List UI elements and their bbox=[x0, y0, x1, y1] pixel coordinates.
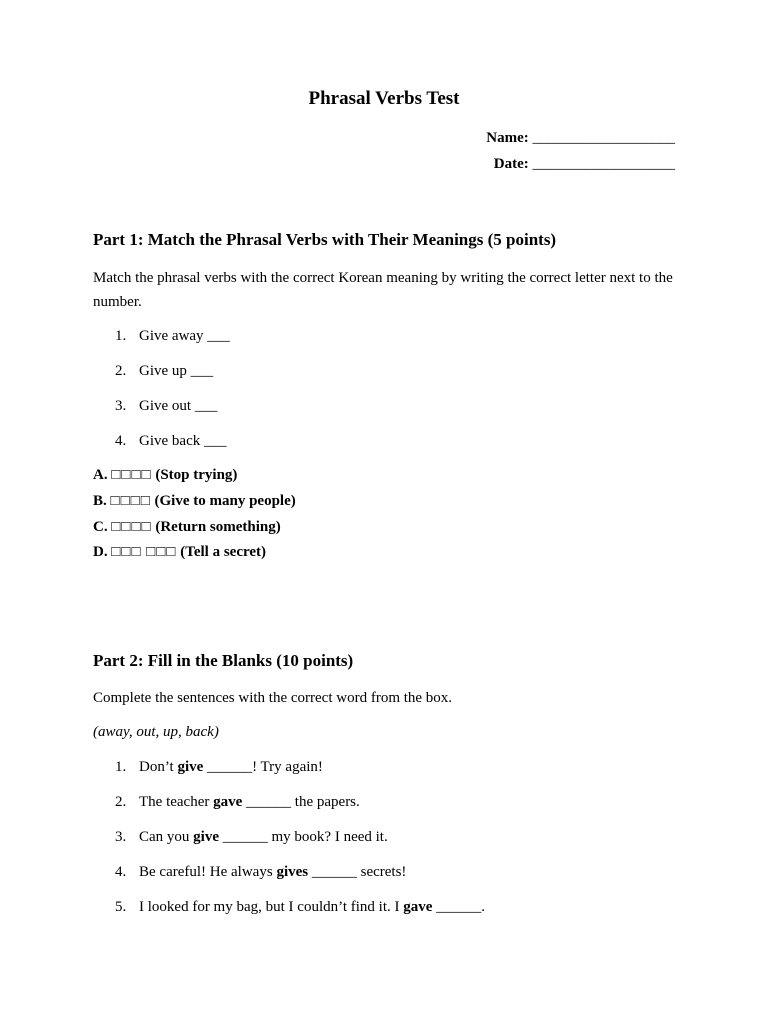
part2-instructions: Complete the sentences with the correct word from the box. bbox=[93, 690, 453, 706]
name-field bbox=[486, 130, 675, 147]
date-label: Date: bbox=[493, 156, 529, 172]
item-text: The teacher gave ______ the papers. bbox=[139, 794, 360, 810]
item-text: Can you give ______ my book? I need it. bbox=[139, 829, 388, 845]
name-label: Name: bbox=[486, 130, 529, 146]
option-letter: D. bbox=[93, 544, 108, 560]
part1-heading: Part 1: Match the Phrasal Verbs with Their Meanings (5 points) bbox=[93, 230, 557, 249]
option-d bbox=[93, 544, 266, 561]
page-title: Phrasal Verbs Test bbox=[308, 88, 460, 109]
option-english: (Stop trying) bbox=[155, 467, 238, 483]
date-blank: ___________________ bbox=[532, 156, 675, 172]
option-korean: □□□□ bbox=[111, 467, 152, 483]
item-text: Be careful! He always gives ______ secrets! bbox=[139, 864, 407, 880]
item-number: 4. bbox=[115, 864, 127, 880]
date-field bbox=[494, 156, 675, 173]
option-english: (Return something) bbox=[155, 519, 281, 535]
part1-instructions: Match the phrasal verbs with the correct Korean meaning by writing the correct letter next to the number. bbox=[93, 270, 673, 310]
item-number: 3. bbox=[115, 398, 127, 414]
item-number: 5. bbox=[115, 899, 127, 915]
option-b bbox=[93, 493, 296, 510]
option-c bbox=[93, 519, 281, 536]
option-a bbox=[93, 467, 237, 484]
item-number: 1. bbox=[115, 759, 127, 775]
option-korean: □□□□ bbox=[110, 493, 151, 509]
item-number: 2. bbox=[115, 794, 127, 810]
part2-heading: Part 2: Fill in the Blanks (10 points) bbox=[93, 651, 354, 670]
option-english: (Give to many people) bbox=[154, 493, 296, 509]
item-text: Give back ___ bbox=[139, 433, 227, 449]
option-korean: □□□ □□□ bbox=[111, 544, 177, 560]
option-letter: C. bbox=[93, 519, 108, 535]
item-text: Give out ___ bbox=[139, 398, 218, 414]
option-letter: B. bbox=[93, 493, 107, 509]
item-number: 2. bbox=[115, 363, 127, 379]
item-text: Don’t give ______! Try again! bbox=[139, 759, 323, 775]
option-letter: A. bbox=[93, 467, 108, 483]
item-text: I looked for my bag, but I couldn’t find it. I gave ______. bbox=[139, 899, 485, 915]
item-text: Give away ___ bbox=[139, 328, 230, 344]
option-korean: □□□□ bbox=[111, 519, 152, 535]
item-number: 4. bbox=[115, 433, 127, 449]
item-number: 1. bbox=[115, 328, 127, 344]
option-english: (Tell a secret) bbox=[180, 544, 267, 560]
name-blank: ___________________ bbox=[532, 130, 675, 146]
item-number: 3. bbox=[115, 829, 127, 845]
item-text: Give up ___ bbox=[139, 363, 214, 379]
word-box: (away, out, up, back) bbox=[93, 724, 219, 740]
